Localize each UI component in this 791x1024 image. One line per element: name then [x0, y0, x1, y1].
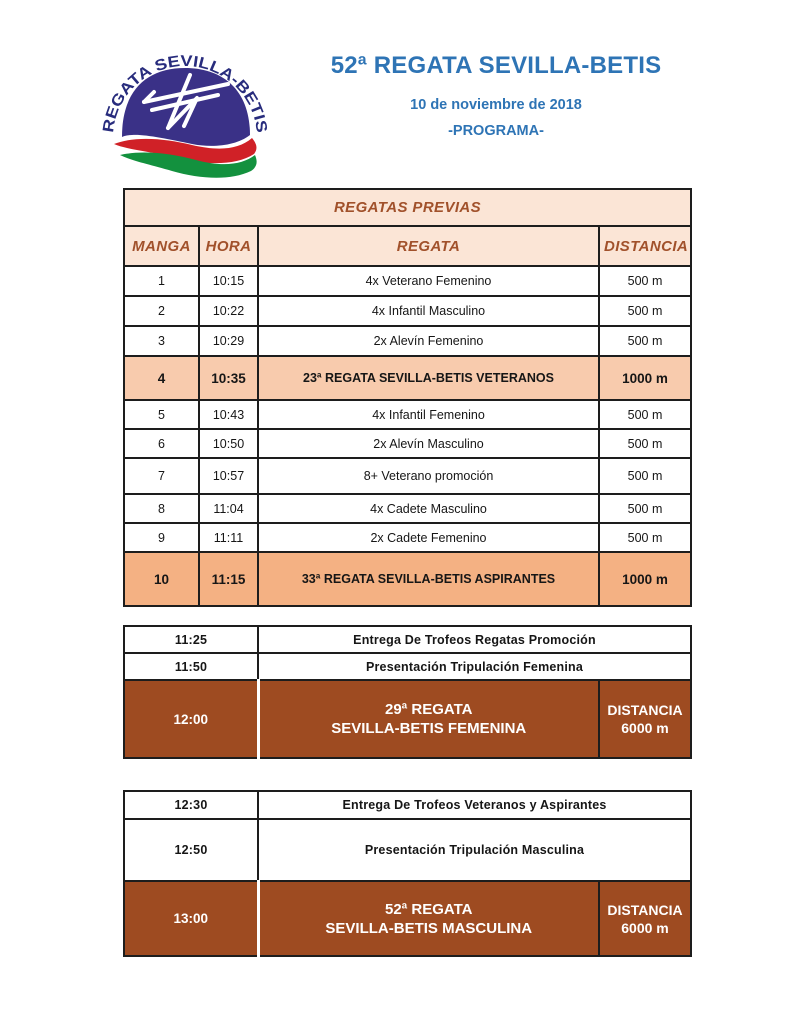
distance-cell: [599, 680, 691, 758]
table-row: [124, 266, 691, 296]
table-row: [124, 296, 691, 326]
race-title-line1: 52ª REGATA: [384, 900, 473, 918]
manga-cell: 4: [124, 356, 199, 400]
main-race-row-femenina: [124, 680, 691, 758]
regata-cell: 23ª REGATA SEVILLA-BETIS VETERANOS: [258, 356, 599, 400]
event-date: 10 de noviembre de 2018: [410, 97, 582, 113]
time-cell: 12:30: [124, 791, 258, 819]
hora-cell: 11:04: [199, 494, 258, 523]
previas-table: [123, 188, 692, 607]
table-row: [124, 326, 691, 356]
distancia-cell: 500 m: [599, 458, 691, 494]
hora-cell: 10:50: [199, 429, 258, 458]
table-row: [124, 653, 691, 680]
distancia-cell: 1000 m: [599, 552, 691, 606]
event-cell: Entrega De Trofeos Veteranos y Aspirantes: [258, 791, 691, 819]
hora-cell: 11:15: [199, 552, 258, 606]
race-title-cell: [258, 680, 599, 758]
table-row: [124, 626, 691, 653]
regata-cell: 33ª REGATA SEVILLA-BETIS ASPIRANTES: [258, 552, 599, 606]
table-row: [124, 494, 691, 523]
hora-cell: 10:43: [199, 400, 258, 429]
col-header-regata: REGATA: [258, 226, 599, 266]
race-title-line2: SEVILLA-BETIS MASCULINA: [325, 919, 533, 937]
distancia-cell: 500 m: [599, 326, 691, 356]
event-cell: Presentación Tripulación Masculina: [258, 819, 691, 881]
manga-cell: 7: [124, 458, 199, 494]
regata-cell: 4x Cadete Masculino: [258, 494, 599, 523]
race-title-cell: [258, 881, 599, 956]
time-cell: 11:50: [124, 653, 258, 680]
schedule-masculina-table: [123, 790, 692, 957]
time-cell: 12:00: [124, 680, 258, 758]
distancia-cell: 500 m: [599, 429, 691, 458]
col-header-manga: MANGA: [124, 226, 199, 266]
regata-cell: 8+ Veterano promoción: [258, 458, 599, 494]
time-cell: 12:50: [124, 819, 258, 881]
hora-cell: 10:29: [199, 326, 258, 356]
table-row: [124, 819, 691, 881]
distancia-cell: 1000 m: [599, 356, 691, 400]
hora-cell: 11:11: [199, 523, 258, 552]
hora-cell: 10:15: [199, 266, 258, 296]
regata-cell: 4x Infantil Masculino: [258, 296, 599, 326]
hora-cell: 10:35: [199, 356, 258, 400]
distancia-cell: 500 m: [599, 494, 691, 523]
race-title-line1: 29ª REGATA: [384, 701, 473, 718]
manga-cell: 1: [124, 266, 199, 296]
col-header-distancia: DISTANCIA: [599, 226, 691, 266]
distance-label: DISTANCIA: [607, 702, 683, 718]
distancia-cell: 500 m: [599, 523, 691, 552]
distance-label: DISTANCIA: [607, 901, 683, 918]
distance-value: 6000 m: [621, 919, 669, 936]
table-row-highlight-aspirantes: [124, 552, 691, 606]
logo-arc-text: REGATA SEVILLA-BETIS: [100, 52, 270, 134]
table-row: [124, 400, 691, 429]
header-block: [302, 52, 690, 139]
manga-cell: 5: [124, 400, 199, 429]
distancia-cell: 500 m: [599, 266, 691, 296]
distance-cell: [599, 881, 691, 956]
table-row: [124, 458, 691, 494]
table-row: [124, 791, 691, 819]
distance-value: 6000 m: [621, 720, 669, 736]
time-cell: 13:00: [124, 881, 258, 956]
table-row: [124, 523, 691, 552]
event-cell: Entrega De Trofeos Regatas Promoción: [258, 626, 691, 653]
hora-cell: 10:57: [199, 458, 258, 494]
manga-cell: 3: [124, 326, 199, 356]
main-race-row-masculina: [124, 881, 691, 956]
schedule-femenina-table: [123, 625, 692, 759]
manga-cell: 8: [124, 494, 199, 523]
manga-cell: 9: [124, 523, 199, 552]
regata-cell: 2x Alevín Femenino: [258, 326, 599, 356]
regata-cell: 4x Veterano Femenino: [258, 266, 599, 296]
regata-cell: 4x Infantil Femenino: [258, 400, 599, 429]
distancia-cell: 500 m: [599, 400, 691, 429]
regata-sevilla-betis-logo: [100, 38, 270, 178]
time-cell: 11:25: [124, 626, 258, 653]
distancia-cell: 500 m: [599, 296, 691, 326]
manga-cell: 2: [124, 296, 199, 326]
table-row: [124, 429, 691, 458]
program-label: -PROGRAMA-: [448, 123, 544, 139]
event-cell: Presentación Tripulación Femenina: [258, 653, 691, 680]
col-header-hora: HORA: [199, 226, 258, 266]
race-title-line2: SEVILLA-BETIS FEMENINA: [331, 720, 527, 737]
manga-cell: 6: [124, 429, 199, 458]
hora-cell: 10:22: [199, 296, 258, 326]
previas-title: REGATAS PREVIAS: [124, 189, 691, 226]
regata-cell: 2x Cadete Femenino: [258, 523, 599, 552]
regata-cell: 2x Alevín Masculino: [258, 429, 599, 458]
manga-cell: 10: [124, 552, 199, 606]
page-title: 52ª REGATA SEVILLA-BETIS: [330, 52, 662, 79]
table-row-highlight-veteranos: [124, 356, 691, 400]
